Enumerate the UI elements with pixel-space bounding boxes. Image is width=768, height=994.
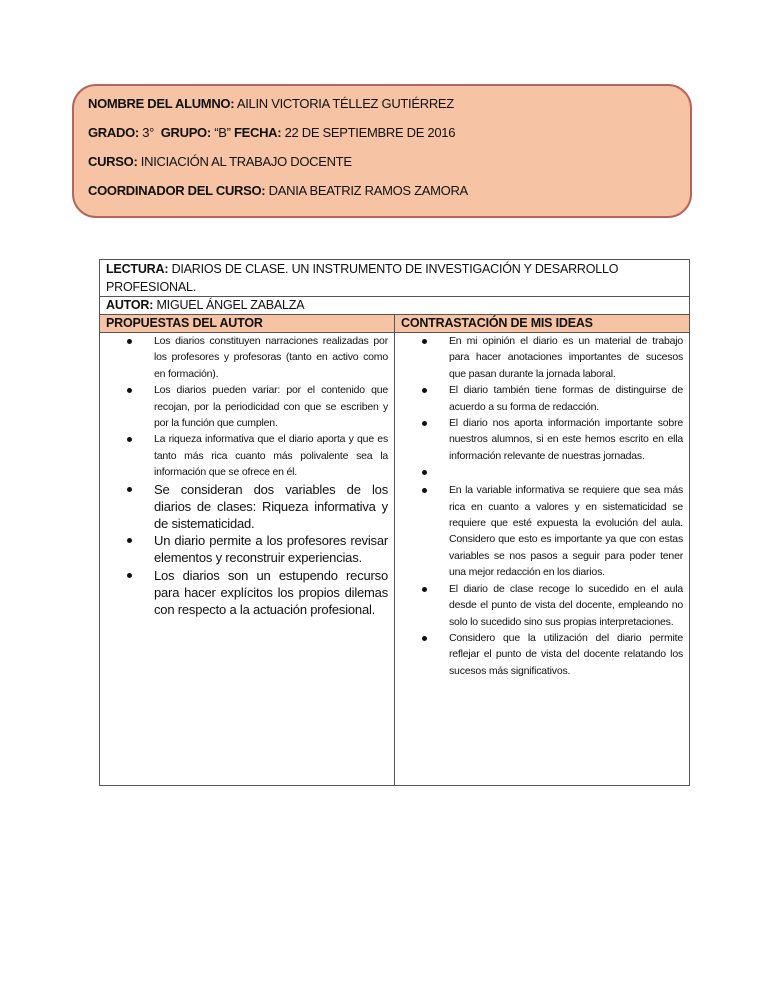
list-item: Los diarios son un estupendo recurso para hacer explícitos los propios dilemas con respecto a la actuación profesional.	[154, 567, 388, 618]
list-item: Los diarios constituyen narraciones realizadas por los profesores y profesoras (tanto en activo como en formación).	[154, 333, 388, 382]
proposals-list-large	[106, 481, 388, 619]
course-value: INICIACIÓN AL TRABAJO DOCENTE	[140, 154, 352, 169]
proposals-list-small	[106, 333, 388, 481]
column-header-left: PROPUESTAS DEL AUTOR	[100, 315, 395, 333]
list-item: El diario nos aporta información importante sobre nuestros alumnos, si en este hemos escrito en ella información relevante de nuestras jornadas.	[449, 415, 683, 464]
my-ideas-cell	[395, 333, 690, 786]
student-name-value: AILIN VICTORIA TÉLLEZ GUTIÉRREZ	[236, 96, 454, 111]
list-item: Un diario permite a los profesores revisar elementos y reconstruir experiencias.	[154, 533, 388, 566]
course-line	[88, 152, 690, 181]
list-item: Se consideran dos variables de los diarios de clases: Riqueza informativa y de sistematicidad.	[154, 481, 388, 532]
column-header-right: CONTRASTACIÓN DE MIS IDEAS	[395, 315, 690, 333]
student-name-line	[88, 94, 690, 123]
list-item: En mi opinión el diario es un material de trabajo para hacer anotaciones importantes de sucesos que pasan durante la jornada laboral.	[449, 333, 683, 382]
grade-group-date-line	[88, 123, 690, 152]
reading-cell	[100, 260, 690, 297]
date-label: FECHA:	[233, 125, 282, 140]
coordinator-line	[88, 181, 690, 210]
list-item-empty	[449, 464, 683, 482]
coordinator-value: DANIA BEATRIZ RAMOS ZAMORA	[268, 183, 468, 198]
coordinator-label: COORDINADOR DEL CURSO:	[88, 183, 266, 198]
list-item: La riqueza informativa que el diario aporta y que es tanto más rica cuanto más polivalente sea la información que se ofrece en él.	[154, 431, 388, 480]
author-row	[100, 297, 690, 315]
grade-value: 3°	[142, 125, 155, 140]
course-label: CURSO:	[88, 154, 138, 169]
author-proposals-cell	[100, 333, 395, 786]
group-value: “B”	[214, 125, 231, 140]
author-label: AUTOR:	[106, 298, 154, 312]
reading-row	[100, 260, 690, 297]
reading-table	[99, 259, 690, 786]
student-info-box	[72, 84, 692, 218]
reading-label: LECTURA:	[106, 262, 169, 276]
author-cell	[100, 297, 690, 315]
ideas-list	[401, 333, 683, 679]
student-name-label: NOMBRE DEL ALUMNO:	[88, 96, 235, 111]
content-row	[100, 333, 690, 786]
list-item: El diario también tiene formas de distinguirse de acuerdo a su forma de redacción.	[449, 382, 683, 415]
list-item: Los diarios pueden variar: por el contenido que recojan, por la periodicidad con que se escriben y por la función que cumplen.	[154, 382, 388, 431]
list-item: Considero que la utilización del diario permite reflejar el punto de vista del docente relatando los sucesos más significativos.	[449, 630, 683, 679]
list-item: En la variable informativa se requiere que sea más rica en cuanto a valores y en sistematicidad se requiere que esté expuesta la evolución del aula. Considero que esto es importante ya que con estas variables se nos pasos a seguir para poder tener una mejor redacción en los diarios.	[449, 482, 683, 580]
date-value: 22 DE SEPTIEMBRE DE 2016	[284, 125, 456, 140]
reading-title: DIARIOS DE CLASE. UN INSTRUMENTO DE INVESTIGACIÓN Y DESARROLLO PROFESIONAL.	[106, 262, 619, 294]
author-name: MIGUEL ÁNGEL ZABALZA	[156, 298, 305, 312]
column-header-row	[100, 315, 690, 333]
grade-label: GRADO:	[88, 125, 139, 140]
group-label: GRUPO:	[160, 125, 211, 140]
list-item: El diario de clase recoge lo sucedido en el aula desde el punto de vista del docente, empleando no solo lo sucedido sino sus propias interpretaciones.	[449, 581, 683, 630]
